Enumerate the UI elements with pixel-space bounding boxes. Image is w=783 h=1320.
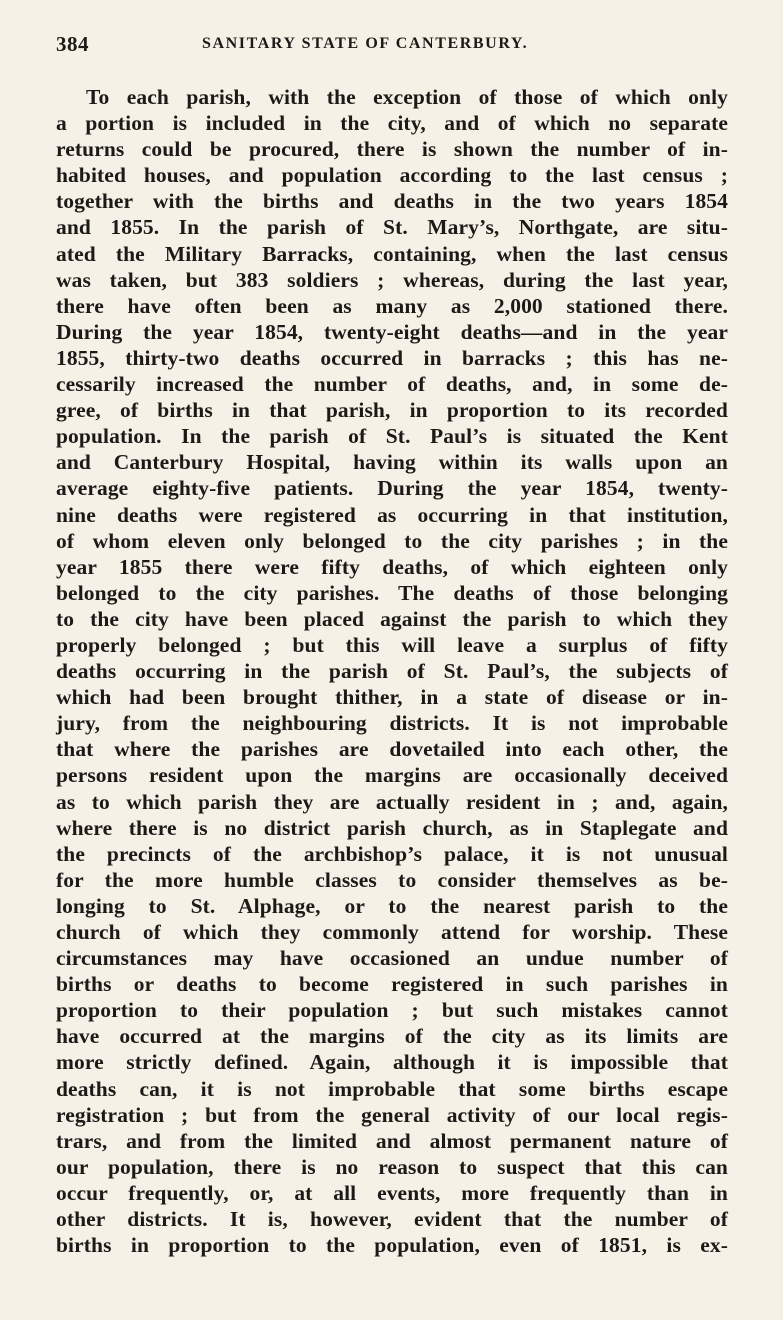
text-line: population. In the parish of St. Paul’s is situated the Kent bbox=[56, 424, 728, 449]
text-line: occur frequently, or, at all events, more frequently than in bbox=[56, 1180, 728, 1205]
text-line: which had been brought thither, in a state of disease or in- bbox=[56, 685, 728, 710]
text-line: have occurred at the margins of the city as its limits are bbox=[56, 1024, 728, 1049]
text-line: a portion is included in the city, and of which no separate bbox=[56, 111, 728, 136]
page-number: 384 bbox=[56, 32, 89, 56]
text-line: together with the births and deaths in the two years 1854 bbox=[56, 189, 728, 214]
text-line: for the more humble classes to consider themselves as be- bbox=[56, 867, 728, 892]
text-line: of whom eleven only belonged to the city parishes ; in the bbox=[56, 528, 728, 553]
text-line: deaths can, it is not improbable that some births escape bbox=[56, 1076, 728, 1101]
text-line: average eighty-five patients. During the year 1854, twenty- bbox=[56, 476, 728, 501]
text-line: where there is no district parish church, as in Staplegate and bbox=[56, 815, 728, 840]
text-line: persons resident upon the margins are occasionally deceived bbox=[56, 763, 728, 788]
text-line: our population, there is no reason to suspect that this can bbox=[56, 1154, 728, 1179]
text-line: registration ; but from the general activity of our local regis- bbox=[56, 1102, 728, 1127]
text-line: and 1855. In the parish of St. Mary’s, Northgate, are situ- bbox=[56, 215, 728, 240]
text-line: as to which parish they are actually resident in ; and, again, bbox=[56, 789, 728, 814]
text-line: jury, from the neighbouring districts. It is not improbable bbox=[56, 711, 728, 736]
text-line: nine deaths were registered as occurring in that institution, bbox=[56, 502, 728, 527]
text-line: habited houses, and population according to the last census ; bbox=[56, 163, 728, 188]
text-line: more strictly defined. Again, although it is impossible that bbox=[56, 1050, 728, 1075]
running-head: SANITARY STATE OF CANTERBURY. bbox=[202, 35, 529, 52]
text-line: ated the Military Barracks, containing, when the last census bbox=[56, 241, 728, 266]
text-line: other districts. It is, however, evident that the number of bbox=[56, 1207, 728, 1232]
text-line: During the year 1854, twenty-eight deaths—and in the year bbox=[56, 319, 728, 344]
text-line: church of which they commonly attend for worship. These bbox=[56, 920, 728, 944]
text-line: gree, of births in that parish, in proportion to its recorded bbox=[56, 398, 728, 423]
text-line: returns could be procured, there is shown the number of in- bbox=[56, 137, 728, 162]
text-line: the precincts of the archbishop’s palace, it is not unusual bbox=[56, 841, 728, 866]
body-paragraph bbox=[56, 84, 728, 1258]
text-line: properly belonged ; but this will leave a surplus of fifty bbox=[56, 632, 728, 657]
text-line: deaths occurring in the parish of St. Paul’s, the subjects of bbox=[56, 659, 728, 684]
text-line: year 1855 there were fifty deaths, of which eighteen only bbox=[56, 554, 728, 579]
text-line: births or deaths to become registered in such parishes in bbox=[56, 972, 728, 997]
text-line: longing to St. Alphage, or to the nearest parish to the bbox=[56, 893, 728, 918]
text-line: cessarily increased the number of deaths, and, in some de- bbox=[56, 372, 728, 397]
text-line: that where the parishes are dovetailed into each other, the bbox=[56, 737, 728, 762]
text-line: proportion to their population ; but such mistakes cannot bbox=[56, 998, 728, 1023]
text-line: belonged to the city parishes. The deaths of those belonging bbox=[56, 580, 728, 605]
text-line: trars, and from the limited and almost permanent nature of bbox=[56, 1128, 728, 1153]
text-line: and Canterbury Hospital, having within its walls upon an bbox=[56, 450, 728, 475]
text-line: to the city have been placed against the parish to which they bbox=[56, 606, 728, 631]
text-line: there have often been as many as 2,000 stationed there. bbox=[56, 293, 728, 318]
text-line: To each parish, with the exception of those of which only bbox=[86, 85, 728, 109]
text-line: 1855, thirty-two deaths occurred in barracks ; this has ne- bbox=[56, 345, 728, 370]
text-line: was taken, but 383 soldiers ; whereas, during the last year, bbox=[56, 267, 728, 292]
text-line: births in proportion to the population, even of 1851, is ex- bbox=[56, 1233, 728, 1258]
page-header bbox=[56, 32, 728, 62]
text-line: circumstances may have occasioned an undue number of bbox=[56, 946, 728, 971]
